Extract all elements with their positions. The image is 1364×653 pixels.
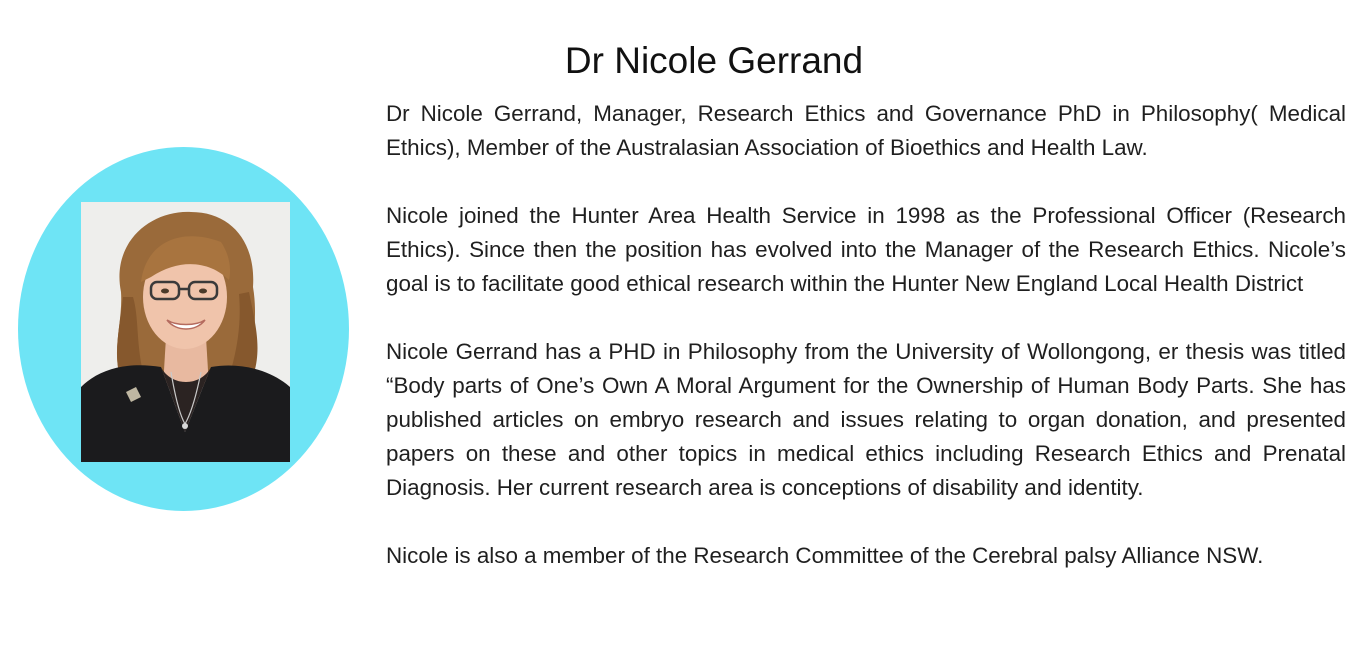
bio-section bbox=[386, 97, 1346, 573]
portrait-illustration bbox=[81, 202, 290, 462]
portrait-photo bbox=[81, 202, 290, 462]
page-title: Dr Nicole Gerrand bbox=[564, 40, 864, 81]
bio-paragraph-credentials: Dr Nicole Gerrand, Manager, Research Ethics and Governance PhD in Philosophy( Medical Ethics), Member of the Australasian Association of Bioethics and Health Law. bbox=[386, 101, 1346, 160]
bio-paragraph-membership: Nicole is also a member of the Research Committee of the Cerebral palsy Alliance NSW. bbox=[386, 543, 1264, 568]
bio-paragraph-career: Nicole joined the Hunter Area Health Service in 1998 as the Professional Officer (Research Ethics). Since then the position has evolved into the Manager of the Research Ethics. Nicole’s goal is to facilitate good ethical research within the Hunter New England Local Health District bbox=[386, 203, 1346, 296]
bio-paragraph-research: Nicole Gerrand has a PHD in Philosophy from the University of Wollongong, er thesis was titled “Body parts of One’s Own A Moral Argument for the Ownership of Human Body Parts. She has published articles on embryo research and issues relating to organ donation, and presented papers on these and other topics in medical ethics including Research Ethics and Prenatal Diagnosis. Her current research area is conceptions of disability and identity. bbox=[386, 339, 1346, 500]
